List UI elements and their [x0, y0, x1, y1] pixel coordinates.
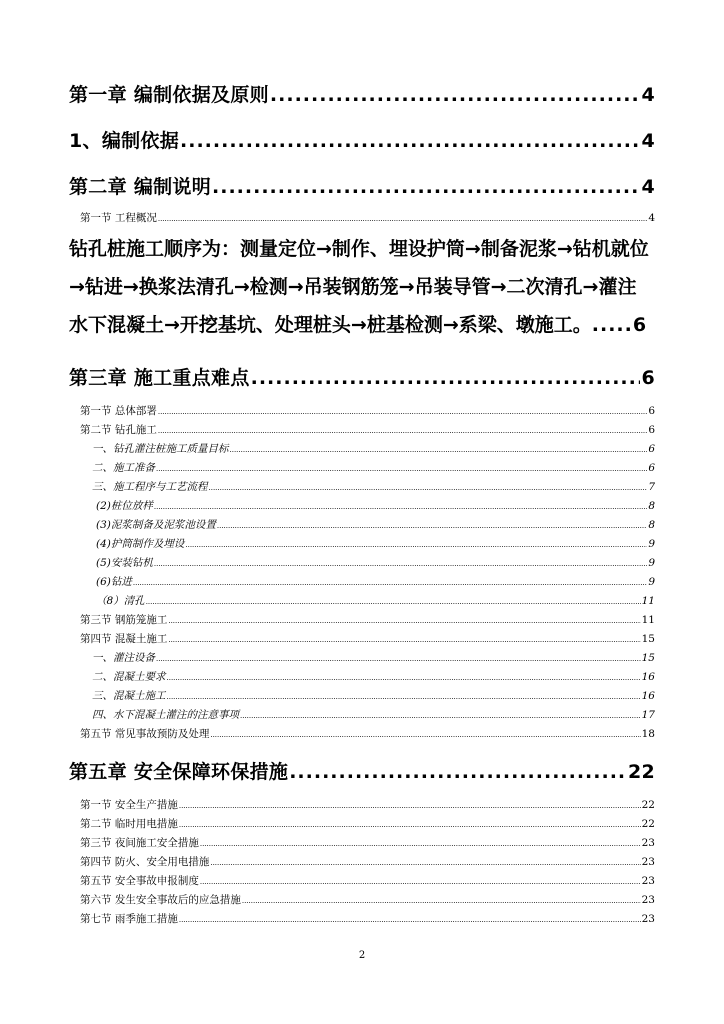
- toc-page-number: 6: [648, 443, 655, 455]
- toc-entry[interactable]: [80, 403, 655, 421]
- toc-entry[interactable]: [96, 593, 655, 611]
- toc-entry[interactable]: [80, 816, 655, 834]
- dot-leader: [242, 897, 641, 905]
- toc-entry-label: 第二节 临时用电措施: [80, 818, 178, 830]
- toc-entry-label: 第二节 钻孔施工: [80, 424, 157, 436]
- toc-entry[interactable]: [80, 854, 655, 872]
- dot-leader: .....: [591, 314, 633, 336]
- toc-heading-basis[interactable]: [69, 126, 655, 158]
- dot-leader: [210, 731, 640, 739]
- toc-heading-label: 第二章 编制说明: [69, 176, 212, 198]
- toc-entry-label: 三、混凝土施工: [92, 690, 166, 702]
- long-heading-line3-text: 水下混凝土→开挖基坑、处理桩头→桩基检测→系梁、墩施工。: [69, 314, 592, 336]
- toc-heading-chapter2[interactable]: [69, 172, 655, 204]
- dot-leader: [200, 878, 641, 886]
- dot-leader: [167, 674, 641, 682]
- toc-page-number: 23: [641, 894, 655, 906]
- dot-leader: [200, 840, 641, 848]
- dot-leader: [146, 598, 641, 606]
- toc-entry-label: (6)钻进: [96, 576, 132, 588]
- toc-entry-label: 第一节 总体部署: [80, 405, 157, 417]
- toc-heading-label: 第三章 施工重点难点: [69, 367, 250, 389]
- toc-long-heading[interactable]: [69, 230, 659, 344]
- toc-page-number: 8: [648, 500, 655, 512]
- toc-entry-label: 二、混凝土要求: [92, 671, 166, 683]
- toc-entry[interactable]: [96, 555, 655, 573]
- toc-entry-label: (5)安装钻机: [96, 557, 153, 569]
- toc-entry[interactable]: [80, 726, 655, 744]
- toc-entry-label: 第三节 钢筋笼施工: [80, 614, 168, 626]
- toc-heading-chapter3[interactable]: [69, 363, 655, 395]
- dot-leader: [212, 176, 640, 198]
- dot-leader: [270, 84, 641, 106]
- toc-entry-label: 第五节 安全事故申报制度: [80, 875, 199, 887]
- toc-page-number: 9: [648, 538, 655, 550]
- toc-page-number: 15: [641, 633, 655, 645]
- toc-heading-label: 第一章 编制依据及原则: [69, 84, 269, 106]
- toc-entry[interactable]: [80, 911, 655, 929]
- dot-leader: [180, 130, 640, 152]
- toc-entry[interactable]: [92, 479, 655, 497]
- toc-entry-label: 一、灌注设备: [92, 652, 155, 664]
- toc-page-number: 16: [641, 690, 655, 702]
- toc-page-number: 23: [641, 856, 655, 868]
- dot-leader: [179, 802, 641, 810]
- dot-leader: [133, 579, 647, 587]
- toc-heading-label: 第五章 安全保障环保措施: [69, 761, 289, 783]
- toc-entry[interactable]: [92, 707, 655, 725]
- toc-entry-label: (3)泥浆制备及泥浆池设置: [96, 519, 216, 531]
- toc-entry-label: 第一节 工程概况: [80, 212, 157, 224]
- toc-page-number: 22: [627, 761, 655, 783]
- toc-entry[interactable]: [92, 460, 655, 478]
- toc-page-number: 9: [648, 557, 655, 569]
- toc-entry[interactable]: [96, 498, 655, 516]
- toc-page-number: 6: [632, 314, 647, 336]
- dot-leader: [251, 367, 641, 389]
- toc-entry[interactable]: [80, 612, 655, 630]
- toc-entry-label: 第七节 雨季施工措施: [80, 913, 178, 925]
- toc-page-number: 6: [641, 367, 655, 389]
- toc-heading-chapter5[interactable]: [69, 757, 655, 789]
- dot-leader: [168, 636, 640, 644]
- toc-page-number: 6: [648, 462, 655, 474]
- toc-page-number: 22: [641, 799, 655, 811]
- toc-page-number: 4: [641, 176, 655, 198]
- toc-page-number: 11: [641, 595, 655, 607]
- toc-page-number: 4: [641, 130, 655, 152]
- toc-entry-label: 第五节 常见事故预防及处理: [80, 728, 210, 740]
- toc-page-number: 22: [641, 818, 655, 830]
- dot-leader: [168, 617, 640, 625]
- toc-entry-label: 三、施工程序与工艺流程: [92, 481, 208, 493]
- dot-leader: [156, 655, 641, 663]
- dot-leader: [209, 484, 648, 492]
- toc-entry-project-overview[interactable]: [80, 210, 655, 228]
- toc-entry-label: 一、钻孔灌注桩施工质量目标: [92, 443, 229, 455]
- toc-entry[interactable]: [96, 536, 655, 554]
- toc-page-number: 7: [648, 481, 655, 493]
- dot-leader: [158, 427, 647, 435]
- toc-page-number: 6: [648, 424, 655, 436]
- toc-page-number: 4: [648, 212, 655, 224]
- long-heading-line1: 钻孔桩施工顺序为：测量定位→制作、埋设护筒→制备泥浆→钻机就位: [69, 238, 649, 260]
- dot-leader: [156, 465, 647, 473]
- dot-leader: [230, 446, 648, 454]
- dot-leader: [217, 522, 647, 530]
- toc-page-number: 4: [641, 84, 655, 106]
- toc-entry[interactable]: [92, 441, 655, 459]
- dot-leader: [179, 821, 641, 829]
- dot-leader: [167, 693, 641, 701]
- dot-leader: [289, 761, 627, 783]
- toc-page-number: 23: [641, 837, 655, 849]
- toc-entry-label: 第四节 混凝土施工: [80, 633, 168, 645]
- long-heading-line3: [69, 306, 659, 344]
- toc-entry[interactable]: [80, 892, 655, 910]
- dot-leader: [158, 408, 647, 416]
- toc-entry-label: 第四节 防火、安全用电措施: [80, 856, 210, 868]
- toc-entry-label: 第六节 发生安全事故后的应急措施: [80, 894, 241, 906]
- dot-leader: [179, 916, 641, 924]
- dot-leader: [240, 712, 641, 720]
- toc-entry-label: (4)护筒制作及埋设: [96, 538, 185, 550]
- toc-entry-label: 四、水下混凝土灌注的注意事项: [92, 709, 239, 721]
- toc-entry-label: 二、施工准备: [92, 462, 155, 474]
- toc-entry-label: （8）清孔: [96, 595, 145, 607]
- toc-page-number: 23: [641, 875, 655, 887]
- toc-page-number: 17: [641, 709, 655, 721]
- toc-page-number: 11: [641, 614, 655, 626]
- toc-page-number: 9: [648, 576, 655, 588]
- toc-page-number: 8: [648, 519, 655, 531]
- toc-entry-label: (2)桩位放样: [96, 500, 153, 512]
- toc-entry[interactable]: [80, 835, 655, 853]
- toc-heading-label: 1、编制依据: [69, 130, 180, 152]
- toc-heading-chapter1[interactable]: [69, 80, 655, 112]
- dot-leader: [154, 503, 647, 511]
- dot-leader: [158, 215, 647, 223]
- toc-page-number: 23: [641, 913, 655, 925]
- toc-entry[interactable]: [80, 631, 655, 649]
- toc-entry[interactable]: [80, 422, 655, 440]
- dot-leader: [154, 560, 647, 568]
- dot-leader: [210, 859, 640, 867]
- toc-entry-label: 第一节 安全生产措施: [80, 799, 178, 811]
- toc-page-number: 16: [641, 671, 655, 683]
- toc-entry[interactable]: [92, 688, 655, 706]
- toc-entry[interactable]: [96, 517, 655, 535]
- toc-page-number: 15: [641, 652, 655, 664]
- toc-entry[interactable]: [92, 650, 655, 668]
- toc-entry[interactable]: [80, 797, 655, 815]
- toc-entry-label: 第三节 夜间施工安全措施: [80, 837, 199, 849]
- dot-leader: [185, 541, 647, 549]
- toc-entry[interactable]: [96, 574, 655, 592]
- long-heading-line2: →钻进→换浆法清孔→检测→吊装钢筋笼→吊装导管→二次清孔→灌注: [69, 276, 637, 298]
- footer-page-number: 2: [358, 950, 366, 961]
- toc-entry[interactable]: [80, 873, 655, 891]
- toc-page-number: 6: [648, 405, 655, 417]
- toc-entry[interactable]: [92, 669, 655, 687]
- toc-page-number: 18: [641, 728, 655, 740]
